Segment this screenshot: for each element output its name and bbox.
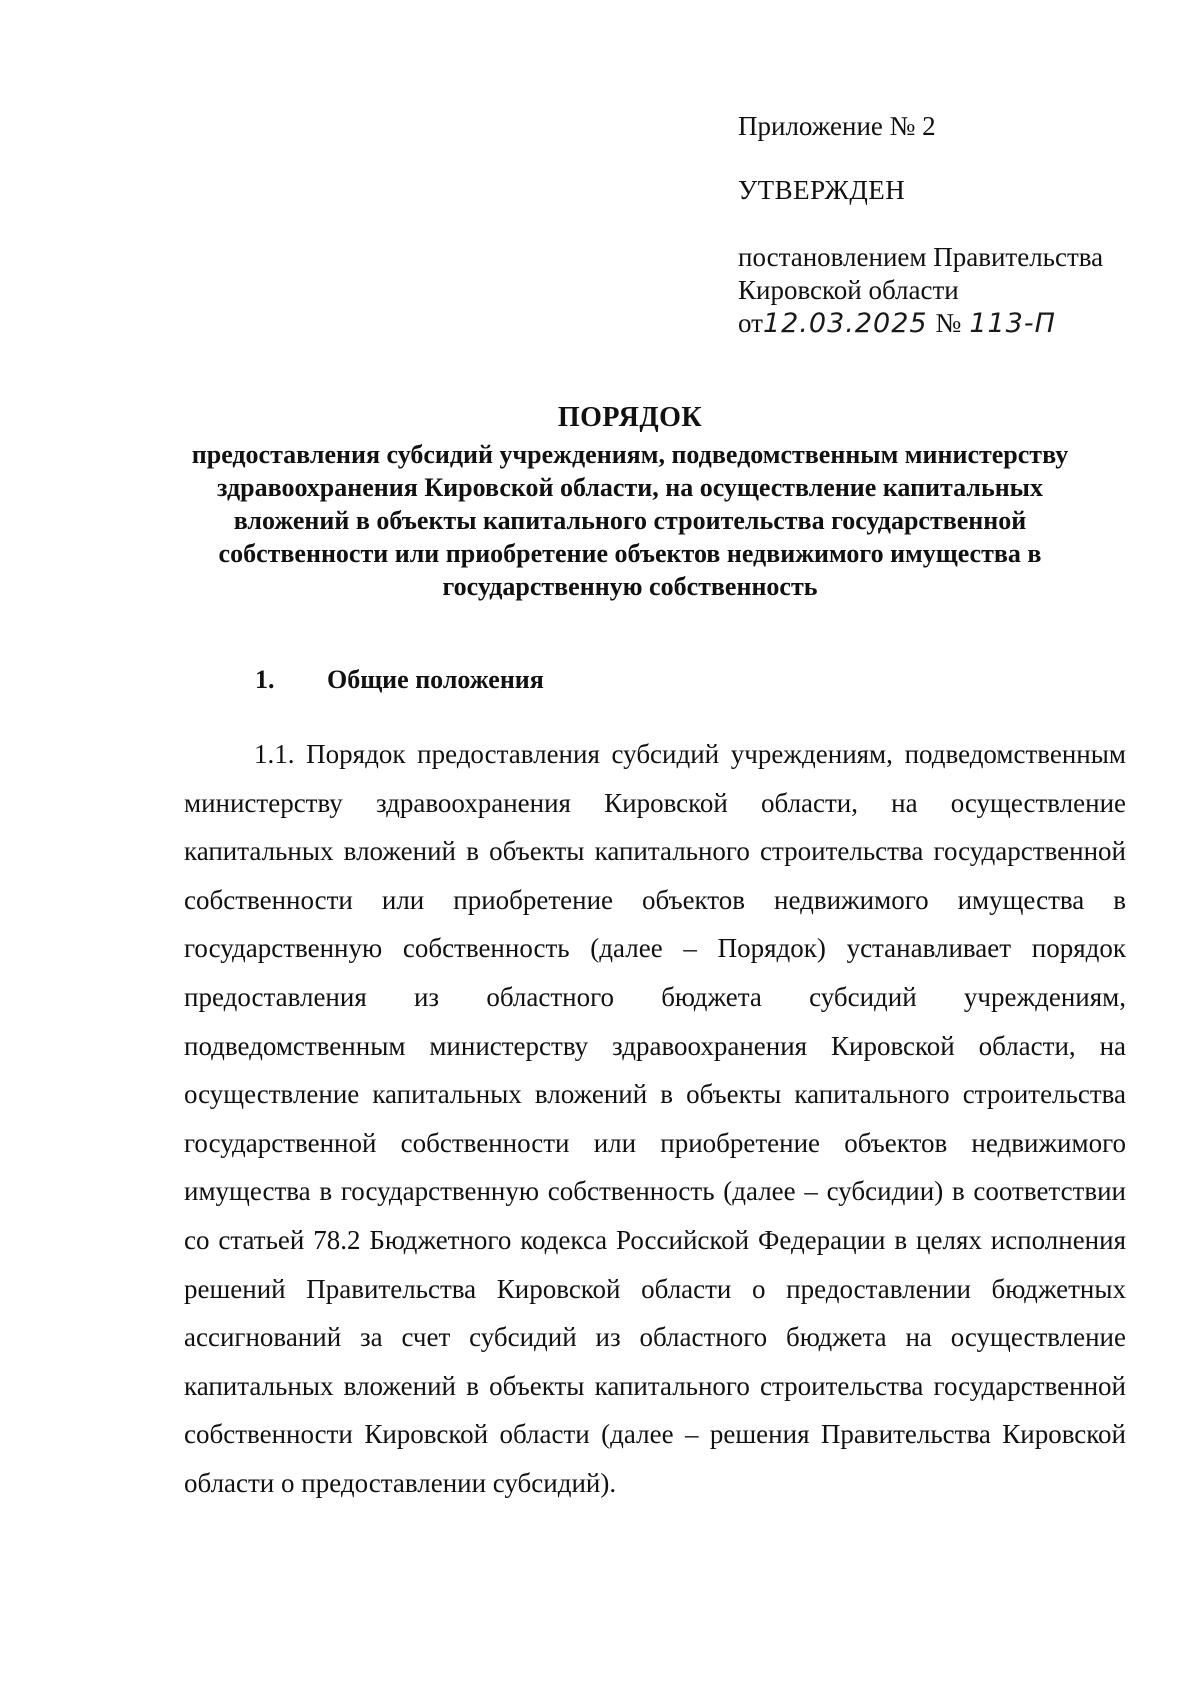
approved-label: УТВЕРЖДЕН xyxy=(738,175,906,205)
number-sign: № xyxy=(935,308,962,338)
annex-label: Приложение № 2 xyxy=(738,111,936,141)
approval-block xyxy=(738,110,1178,340)
section-heading xyxy=(255,664,544,696)
section-title: Общие положения xyxy=(327,665,544,694)
decree-date-line xyxy=(738,307,1178,340)
title-main: ПОРЯДОК xyxy=(557,402,703,433)
decree-number-handwritten: 113-П xyxy=(969,308,1056,339)
section-number: 1. xyxy=(255,665,275,694)
decree-date-handwritten: 12.03.2025 xyxy=(762,308,928,339)
date-prefix: от xyxy=(738,308,763,338)
decree-line-2: Кировской области xyxy=(738,275,959,305)
title-subtitle: предоставления субсидий учреждениям, подведомственным министерству здравоохранения Кировской области, на осуществление капитальных вложений в объекты капитального строительства государственной собственности или приобретение объектов недвижимого имущества в государственную собственность xyxy=(191,440,1069,601)
decree-reference xyxy=(738,241,1178,340)
paragraph-1-1: 1.1. Порядок предоставления субсидий учреждениям, подведомственным министерству здравоохранения Кировской области, на осуществление капитальных вложений в объекты капитального строительства государственной собственности или приобретение объектов недвижимого имущества в государственную собственность (далее – Порядок) устанавливает порядок предоставления из областного бюджета субсидий учреждениям, подведомственным министерству здравоохранения Кировской области, на осуществление капитальных вложений в объекты капитального строительства государственной собственности или приобретение объектов недвижимого имущества в государственную собственность (далее – субсидии) в соответствии со статьей 78.2 Бюджетного кодекса Российской Федерации в целях исполнения решений Правительства Кировской области о предоставлении бюджетных ассигнований за счет субсидий из областного бюджета на осуществление капитальных вложений в объекты капитального строительства государственной собственности Кировской области (далее – решения Правительства Кировской области о предоставлении субсидий). xyxy=(184,739,1126,1498)
decree-line-1: постановлением Правительства xyxy=(738,242,1104,272)
document-title xyxy=(160,400,1100,603)
